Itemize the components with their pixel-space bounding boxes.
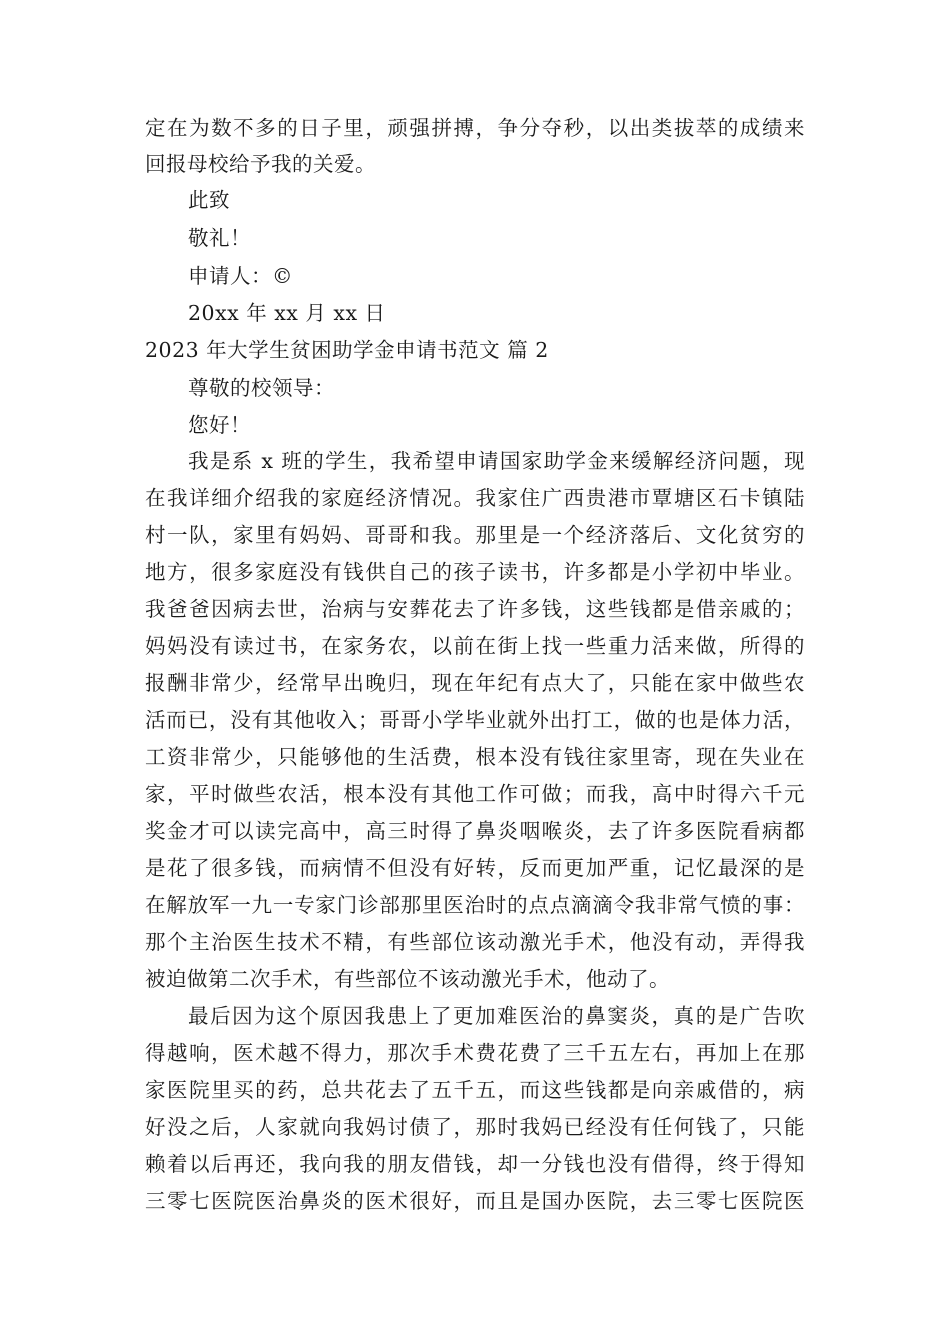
text-line: 那个主治医生技术不精，有些部位该动激光手术，他没有动，弄得我 — [145, 930, 805, 954]
text-line: 家医院里买的药，总共花去了五千五，而这些钱都是向亲戚借的，病 — [145, 1078, 805, 1102]
text-line: 村一队，家里有妈妈、哥哥和我。那里是一个经济落后、文化贫穷的 — [145, 523, 805, 547]
closing-salutation: 此致 — [188, 188, 230, 212]
text-line: 好没之后，人家就向我妈讨债了，那时我妈已经没有任何钱了，只能 — [145, 1115, 805, 1139]
text-line: 在我详细介绍我的家庭经济情况。我家住广西贵港市覃塘区石卡镇陆 — [145, 486, 805, 510]
closing-regards: 敬礼！ — [188, 226, 251, 250]
text-line: 奖金才可以读完高中，高三时得了鼻炎咽喉炎，去了许多医院看病都 — [145, 819, 805, 843]
text-line: 工资非常少，只能够他的生活费，根本没有钱往家里寄，现在失业在 — [145, 745, 805, 769]
greeting-hello: 您好！ — [188, 413, 251, 437]
text-line: 报酬非常少，经常早出晚归，现在年纪有点大了，只能在家中做些农 — [145, 671, 805, 695]
text-line: 赖着以后再还，我向我的朋友借钱，却一分钱也没有借得，终于得知 — [145, 1152, 805, 1176]
text-line: 得越响，医术越不得力，那次手术费花费了三千五左右，再加上在那 — [145, 1041, 805, 1065]
text-line: 地方，很多家庭没有钱供自己的孩子读书，许多都是小学初中毕业。 — [145, 560, 805, 584]
text-line: 家，平时做些农活，根本没有其他工作可做；而我，高中时得六千元 — [145, 782, 805, 806]
text-line: 被迫做第二次手术，有些部位不该动激光手术，他动了。 — [145, 967, 670, 991]
paragraph-first-line: 我是系 x 班的学生，我希望申请国家助学金来缓解经济问题，现 — [188, 449, 805, 473]
section-title: 2023 年大学生贫困助学金申请书范文 篇 2 — [145, 338, 549, 362]
date-line: 20xx 年 xx 月 xx 日 — [188, 301, 386, 325]
text-line: 回报母校给予我的关爱。 — [145, 152, 376, 176]
text-line: 我爸爸因病去世，治病与安葬花去了许多钱，这些钱都是借亲戚的； — [145, 597, 805, 621]
text-line: 三零七医院医治鼻炎的医术很好，而且是国办医院，去三零七医院医 — [145, 1189, 805, 1213]
applicant-label: 申请人：© — [188, 264, 293, 288]
text-line: 活而已，没有其他收入；哥哥小学毕业就外出打工，做的也是体力活， — [145, 708, 805, 732]
text-line: 妈妈没有读过书，在家务农，以前在街上找一些重力活来做，所得的 — [145, 634, 805, 658]
text-line: 在解放军一九一专家门诊部那里医治时的点点滴滴令我非常气愤的事： — [145, 893, 805, 917]
paragraph-first-line: 最后因为这个原因我患上了更加难医治的鼻窦炎，真的是广告吹 — [188, 1004, 805, 1028]
text-line: 是花了很多钱，而病情不但没有好转，反而更加严重，记忆最深的是 — [145, 856, 805, 880]
text-line: 定在为数不多的日子里，顽强拼搏，争分夺秒，以出类拔萃的成绩来 — [145, 116, 805, 140]
greeting-recipient: 尊敬的校领导： — [188, 376, 335, 400]
